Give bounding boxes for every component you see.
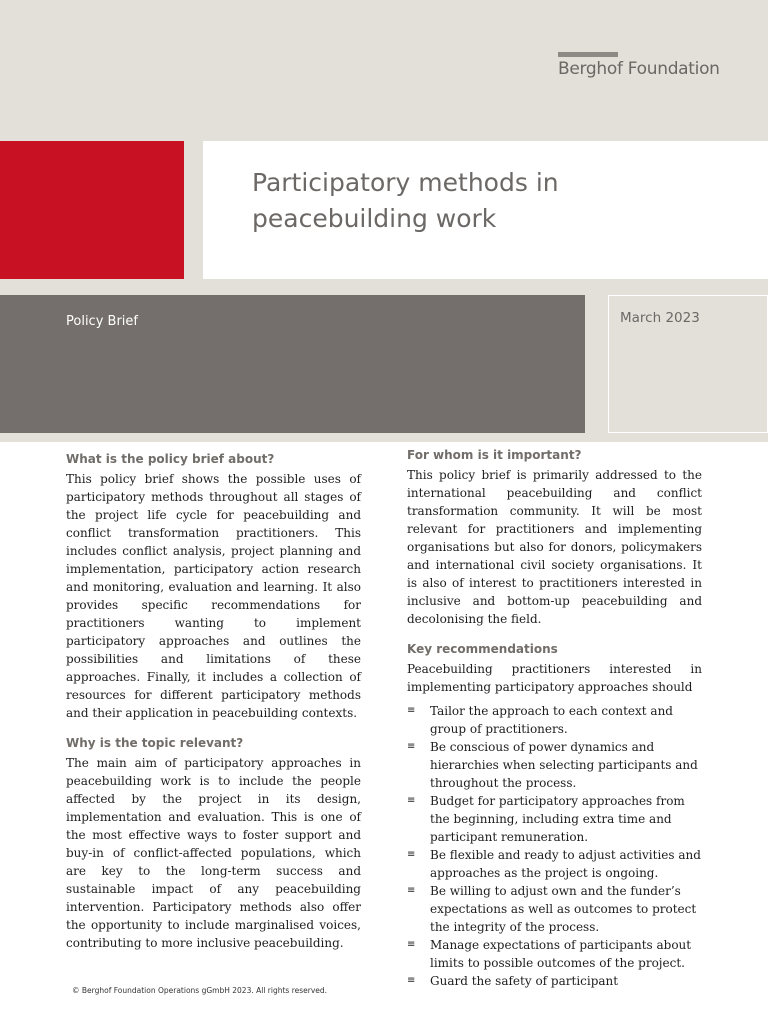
list-item [407,792,702,846]
left-column [66,450,361,952]
about-text: This policy brief shows the possible uses of participatory methods throughout all stages of the project life cycle for peacebuilding and conflict transformation practitioners. This includes conflict analysis, project planning and implementation, participatory action research and monitoring, evaluation and learning. It also provides specific recommendations for practitioners wanting to implement participatory approaches and outlines the possibilities and limitations of these approaches. Finally, it includes a collection of resources for different participatory methods and their application in peacebuilding contexts. [66,472,361,720]
publication-date: March 2023 [620,310,700,326]
right-column [407,446,702,990]
recommendation-text: Tailor the approach to each context and group of practitioners. [430,704,673,736]
list-item [407,846,702,882]
bullet-icon: ≡ [407,975,416,986]
recommendation-text: Be flexible and ready to adjust activities and approaches as the project is ongoing. [430,848,701,880]
about-heading: What is the policy brief about? [66,452,275,466]
logo-bar [558,52,618,57]
date-box [608,295,768,433]
relevant-text: The main aim of participatory approaches in peacebuilding work is to include the people affected by the project in its design, implementation and evaluation. This is one of the most effective ways to foster support and buy-in of conflict-affected populations, which are key to the long-term success and sustainable impact of any peacebuilding intervention. Participatory methods also offer the opportunity to include marginalised voices, contributing to more inclusive peacebuilding. [66,756,361,950]
list-item [407,972,702,990]
doc-type-box [0,295,585,433]
recommendation-text: Budget for participatory approaches from the beginning, including extra time and participant remuneration. [430,794,685,844]
doc-type-label: Policy Brief [66,314,138,329]
list-item [407,738,702,792]
bullet-icon: ≡ [407,849,416,860]
logo-text: Berghof Foundation [558,59,720,79]
recommendation-text: Guard the safety of participant [430,974,619,988]
bullet-icon: ≡ [407,885,416,896]
relevant-heading: Why is the topic relevant? [66,736,244,750]
copyright-footer: © Berghof Foundation Operations gGmbH 2023. All rights reserved. [72,986,328,995]
bullet-icon: ≡ [407,705,416,716]
recommendations-list [407,702,702,990]
list-item [407,882,702,936]
recommendations-heading: Key recommendations [407,642,558,656]
bullet-icon: ≡ [407,939,416,950]
whom-heading: For whom is it important? [407,448,582,462]
document-title: Participatory methods in peacebuilding work [252,168,559,233]
title-box [203,141,768,279]
list-item [407,936,702,972]
recommendation-text: Be conscious of power dynamics and hierarchies when selecting participants and throughout the process. [430,740,698,790]
recommendation-text: Manage expectations of participants about limits to possible outcomes of the project. [430,938,692,970]
bullet-icon: ≡ [407,741,416,752]
list-item [407,702,702,738]
bullet-icon: ≡ [407,795,416,806]
red-accent-block [0,141,184,279]
recommendations-intro: Peacebuilding practitioners interested in implementing participatory approaches should [407,662,702,694]
recommendation-text: Be willing to adjust own and the funder’s expectations as well as outcomes to protect the integrity of the process. [430,884,697,934]
whom-text: This policy brief is primarily addressed to the international peacebuilding and conflict transformation community. It will be most relevant for practitioners and implementing organisations but also for donors, policymakers and international civil society organisations. It is also of interest to practitioners interested in inclusive and bottom-up peacebuilding and decolonising the field. [407,468,702,626]
berghof-logo [558,52,720,79]
